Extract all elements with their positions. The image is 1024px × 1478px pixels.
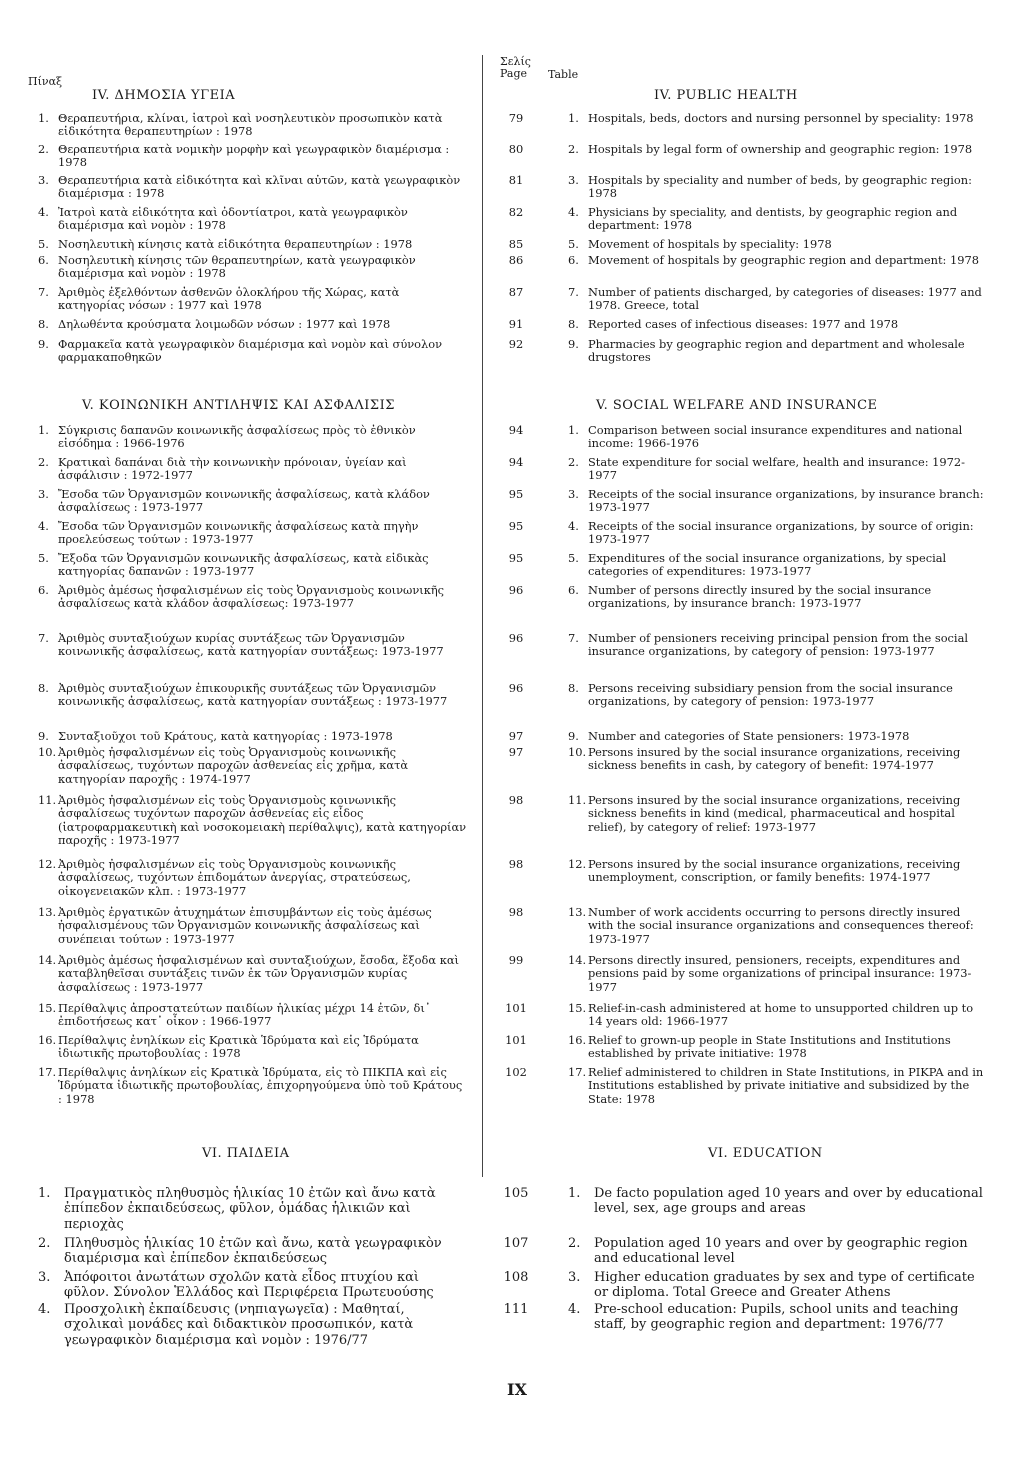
item-text-gr: Προσχολικὴ ἐκπαίδευσις (νηπιαγωγεῖα) : Μαθηταί, σχολικαὶ μονάδες καὶ διδακτικὸν προσωπικόν, κατὰ γεωγραφικὸν διαμέρισμα καὶ νομὸν : 1976/77 bbox=[64, 1302, 414, 1348]
item-text-en: Comparison between social insurance expenditures and national income: 1966-1976 bbox=[588, 423, 963, 451]
page-label-gr: Σελίς bbox=[500, 55, 531, 68]
item-page: 108 bbox=[503, 1270, 529, 1285]
item-number: 5. bbox=[568, 551, 579, 565]
item-text-en: Hospitals, beds, doctors and nursing personnel by speciality: 1978 bbox=[588, 111, 974, 125]
item-page: 101 bbox=[505, 1001, 527, 1015]
section-title-en: VI. EDUCATION bbox=[708, 1146, 823, 1161]
item-text-gr: Ἔξοδα τῶν Ὀργανισμῶν κοινωνικῆς ἀσφαλίσεως, κατὰ εἰδικὰς κατηγορίας δαπανῶν : 1973-1977 bbox=[58, 551, 429, 579]
item-text-en: Relief to grown-up people in State Institutions and Institutions established by private initiative: 1978 bbox=[588, 1033, 951, 1061]
item-page: 101 bbox=[505, 1033, 527, 1047]
item-number: 14. bbox=[568, 953, 587, 967]
item-number: 2. bbox=[38, 142, 49, 156]
item-number: 17. bbox=[38, 1065, 57, 1079]
item-number: 11. bbox=[38, 793, 57, 807]
item-page: 98 bbox=[508, 857, 524, 871]
item-number: 3. bbox=[38, 173, 49, 187]
item-text-en: Persons insured by the social insurance organizations, receiving sickness benefits in kind (medical, pharmaceutical and hospital relief), by category of relief: 1973-1977 bbox=[588, 793, 961, 834]
item-text-en: Persons receiving subsidiary pension from the social insurance organizations, by category of pension: 1973-1977 bbox=[588, 681, 953, 709]
item-number: 17. bbox=[568, 1065, 587, 1079]
item-text-en: Number of work accidents occurring to persons directly insured with the social insurance organizations and consequences thereof: 1973-1977 bbox=[588, 905, 974, 946]
item-text-en: Persons directly insured, pensioners, receipts, expenditures and pensions paid by some organizations of principal insurance: 1973-1977 bbox=[588, 953, 972, 994]
item-page: 82 bbox=[508, 205, 524, 219]
item-number: 7. bbox=[568, 285, 579, 299]
item-text-gr: Θεραπευτήρια, κλίναι, ἰατροὶ καὶ νοσηλευτικὸν προσωπικὸν κατὰ εἰδικότητα θεραπευτηρίων : 1978 bbox=[58, 111, 443, 139]
item-number: 8. bbox=[38, 317, 49, 331]
item-number: 5. bbox=[38, 551, 49, 565]
item-number: 2. bbox=[38, 1236, 51, 1251]
item-number: 1. bbox=[38, 423, 49, 437]
item-number: 9. bbox=[38, 337, 49, 351]
item-page: 95 bbox=[508, 487, 524, 501]
item-number: 9. bbox=[38, 729, 49, 743]
item-page: 81 bbox=[508, 173, 524, 187]
item-number: 13. bbox=[38, 905, 57, 919]
item-text-en: Number and categories of State pensioners: 1973-1978 bbox=[588, 729, 910, 743]
item-page: 98 bbox=[508, 905, 524, 919]
item-text-en: Higher education graduates by sex and type of certificate or diploma. Total Greece and Greater Athens bbox=[594, 1270, 975, 1301]
item-text-gr: Σύγκρισις δαπανῶν κοινωνικῆς ἀσφαλίσεως πρὸς τὸ ἐθνικὸν εἰσόδημα : 1966-1976 bbox=[58, 423, 416, 451]
item-page: 95 bbox=[508, 519, 524, 533]
item-text-en: Receipts of the social insurance organizations, by insurance branch: 1973-1977 bbox=[588, 487, 984, 515]
item-text-gr: Πραγματικὸς πληθυσμὸς ἡλικίας 10 ἐτῶν καὶ ἄνω κατὰ ἐπίπεδον ἐκπαιδεύσεως, φῦλον, ὁμάδας ἡλικιῶν καὶ περιοχὰς bbox=[64, 1186, 436, 1232]
item-text-en: Relief administered to children in State Institutions, in PIKPA and in Institutions established by private initiative and subsidized by the State: 1978 bbox=[588, 1065, 984, 1106]
item-text-en: Receipts of the social insurance organizations, by source of origin: 1973-1977 bbox=[588, 519, 974, 547]
item-text-gr: Ἀριθμὸς συνταξιούχων κυρίας συντάξεως τῶν Ὀργανισμῶν κοινωνικῆς ἀσφαλίσεως, κατὰ κατηγορίαν συντάξεως: 1973-1977 bbox=[58, 631, 444, 659]
item-number: 4. bbox=[38, 205, 49, 219]
item-text-gr: Περίθαλψις ἀνηλίκων εἰς Κρατικὰ Ἱδρύματα, εἰς τὸ ΠΙΚΠΑ καὶ εἰς Ἱδρύματα ἰδιωτικῆς πρωτοβουλίας, ἐπιχορηγούμενα ὑπὸ τοῦ Κράτους : 1978 bbox=[58, 1065, 463, 1106]
item-page: 105 bbox=[503, 1186, 529, 1201]
item-text-en: Hospitals by speciality and number of beds, by geographic region: 1978 bbox=[588, 173, 972, 201]
item-page: 97 bbox=[508, 729, 524, 743]
item-page: 92 bbox=[508, 337, 524, 351]
item-number: 3. bbox=[568, 487, 579, 501]
item-number: 11. bbox=[568, 793, 587, 807]
item-text-gr: Κρατικαὶ δαπάναι διὰ τὴν κοινωνικὴν πρόνοιαν, ὑγείαν καὶ ἀσφάλισιν : 1972-1977 bbox=[58, 455, 407, 483]
item-text-en: Hospitals by legal form of ownership and geographic region: 1978 bbox=[588, 142, 973, 156]
item-text-gr: Θεραπευτήρια κατὰ νομικὴν μορφὴν καὶ γεωγραφικὸν διαμέρισμα : 1978 bbox=[58, 142, 450, 170]
item-text-gr: Ἀριθμὸς ἠσφαλισμένων εἰς τοὺς Ὀργανισμοὺς κοινωνικῆς ἀσφαλίσεως, τυχόντων ἐπιδομάτων ἀνεργίας, στρατεύσεως, οἰκογενειακῶν κλπ. : 1973-1977 bbox=[58, 857, 411, 898]
item-number: 1. bbox=[38, 111, 49, 125]
item-text-en: Pharmacies by geographic region and department and wholesale drugstores bbox=[588, 337, 965, 365]
item-text-en: Number of patients discharged, by categories of diseases: 1977 and 1978. Greece, total bbox=[588, 285, 982, 313]
item-text-gr: Πληθυσμὸς ἡλικίας 10 ἐτῶν καὶ ἄνω, κατὰ γεωγραφικὸν διαμέρισμα καὶ ἐπίπεδον ἐκπαιδεύσεως bbox=[64, 1236, 442, 1267]
item-text-en: Number of persons directly insured by the social insurance organizations, by insurance branch: 1973-1977 bbox=[588, 583, 932, 611]
item-text-gr: Δηλωθέντα κρούσματα λοιμωδῶν νόσων : 1977 καὶ 1978 bbox=[58, 317, 391, 331]
table-label-gr: Πίναξ bbox=[28, 75, 63, 88]
item-text-en: State expenditure for social welfare, health and insurance: 1972-1977 bbox=[588, 455, 966, 483]
item-page: 97 bbox=[508, 745, 524, 759]
item-number: 7. bbox=[38, 285, 49, 299]
page-number: IX bbox=[507, 1380, 527, 1399]
item-text-gr: Ἀριθμὸς ἀμέσως ἠσφαλισμένων καὶ συνταξιούχων, ἔσοδα, ἔξοδα καὶ καταβληθεῖσαι συντάξεις τινῶν ἐκ τῶν Ὀργανισμῶν κυρίας ἀσφαλίσεως : 1973-1977 bbox=[58, 953, 459, 994]
item-text-en: Reported cases of infectious diseases: 1977 and 1978 bbox=[588, 317, 899, 331]
item-text-en: Population aged 10 years and over by geographic region and educational level bbox=[594, 1236, 968, 1267]
item-page: 95 bbox=[508, 551, 524, 565]
item-text-gr: Ἰατροὶ κατὰ εἰδικότητα καὶ ὀδοντίατροι, κατὰ γεωγραφικὸν διαμέρισμα καὶ νομὸν : 1978 bbox=[58, 205, 408, 233]
item-number: 16. bbox=[38, 1033, 57, 1047]
item-number: 6. bbox=[38, 583, 49, 597]
section-title-en: V. SOCIAL WELFARE AND INSURANCE bbox=[596, 398, 878, 413]
item-page: 99 bbox=[508, 953, 524, 967]
item-number: 1. bbox=[38, 1186, 51, 1201]
item-text-gr: Ἀριθμὸς ἐξελθόντων ἀσθενῶν ὁλοκλήρου τῆς Χώρας, κατὰ κατηγορίας νόσων : 1977 καὶ 1978 bbox=[58, 285, 400, 313]
item-number: 3. bbox=[38, 487, 49, 501]
item-text-gr: Ἔσοδα τῶν Ὀργανισμῶν κοινωνικῆς ἀσφαλίσεως κατὰ πηγὴν προελεύσεως τούτων : 1973-1977 bbox=[58, 519, 419, 547]
item-number: 8. bbox=[568, 681, 579, 695]
item-number: 9. bbox=[568, 337, 579, 351]
item-page: 96 bbox=[508, 631, 524, 645]
section-title-gr: VI. ΠΑΙΔΕΙΑ bbox=[202, 1146, 290, 1161]
column-divider bbox=[482, 55, 483, 1177]
item-text-gr: Συνταξιοῦχοι τοῦ Κράτους, κατὰ κατηγορίας : 1973-1978 bbox=[58, 729, 393, 743]
item-number: 7. bbox=[568, 631, 579, 645]
item-number: 3. bbox=[568, 1270, 581, 1285]
item-number: 6. bbox=[568, 583, 579, 597]
item-text-en: Movement of hospitals by geographic region and department: 1978 bbox=[588, 253, 979, 267]
section-title-en: IV. PUBLIC HEALTH bbox=[654, 88, 798, 103]
item-page: 96 bbox=[508, 681, 524, 695]
item-number: 4. bbox=[568, 519, 579, 533]
item-number: 6. bbox=[568, 253, 579, 267]
item-number: 8. bbox=[568, 317, 579, 331]
item-page: 96 bbox=[508, 583, 524, 597]
item-number: 5. bbox=[38, 237, 49, 251]
item-text-en: Relief-in-cash administered at home to unsupported children up to 14 years old: 1966-1977 bbox=[588, 1001, 974, 1029]
item-number: 16. bbox=[568, 1033, 587, 1047]
item-text-gr: Φαρμακεῖα κατὰ γεωγραφικὸν διαμέρισμα καὶ νομὸν καὶ σύνολον φαρμακαποθηκῶν bbox=[58, 337, 443, 365]
item-text-en: Physicians by speciality, and dentists, by geographic region and department: 1978 bbox=[588, 205, 958, 233]
item-text-gr: Περίθαλψις ἀπροστατεύτων παιδίων ἡλικίας μέχρι 14 ἐτῶν, δι᾿ ἐπιδοτήσεως κατ᾿ οἶκον : 1966-1977 bbox=[58, 1001, 431, 1029]
item-text-gr: Νοσηλευτικὴ κίνησις κατὰ εἰδικότητα θεραπευτηρίων : 1978 bbox=[58, 237, 413, 251]
item-text-gr: Ἀριθμὸς συνταξιούχων ἐπικουρικῆς συντάξεως τῶν Ὀργανισμῶν κοινωνικῆς ἀσφαλίσεως, κατὰ κατηγορίαν συντάξεως : 1973-1977 bbox=[58, 681, 448, 709]
table-label-en: Table bbox=[548, 68, 579, 81]
item-number: 15. bbox=[568, 1001, 587, 1015]
item-number: 1. bbox=[568, 111, 579, 125]
item-page: 94 bbox=[508, 455, 524, 469]
item-number: 14. bbox=[38, 953, 57, 967]
item-number: 13. bbox=[568, 905, 587, 919]
item-page: 107 bbox=[503, 1236, 529, 1251]
item-number: 12. bbox=[38, 857, 57, 871]
section-title-gr: V. ΚΟΙΝΩΝΙΚΗ ΑΝΤΙΛΗΨΙΣ ΚΑΙ ΑΣΦΑΛΙΣΙΣ bbox=[82, 398, 395, 413]
item-number: 3. bbox=[38, 1270, 51, 1285]
item-number: 1. bbox=[568, 423, 579, 437]
item-number: 8. bbox=[38, 681, 49, 695]
item-text-en: Movement of hospitals by speciality: 1978 bbox=[588, 237, 832, 251]
item-number: 7. bbox=[38, 631, 49, 645]
item-text-gr: Ἀριθμὸς ἀμέσως ἠσφαλισμένων εἰς τοὺς Ὀργανισμοὺς κοινωνικῆς ἀσφαλίσεως κατὰ κλάδον ἀσφαλίσεως: 1973-1977 bbox=[58, 583, 445, 611]
item-number: 12. bbox=[568, 857, 587, 871]
item-text-en: Pre-school education: Pupils, school units and teaching staff, by geographic region and department: 1976/77 bbox=[594, 1302, 959, 1333]
item-text-gr: Ἔσοδα τῶν Ὀργανισμῶν κοινωνικῆς ἀσφαλίσεως, κατὰ κλάδον ἀσφαλίσεως : 1973-1977 bbox=[58, 487, 430, 515]
item-number: 4. bbox=[568, 1302, 581, 1317]
item-text-gr: Ἀριθμὸς ἠσφαλισμένων εἰς τοὺς Ὀργανισμοὺς κοινωνικῆς ἀσφαλίσεως, τυχόντων παροχῶν ἀσθενείας εἰς χρῆμα, κατὰ κατηγορίαν παροχῆς : 1974-1977 bbox=[58, 745, 409, 786]
item-page: 80 bbox=[508, 142, 524, 156]
item-text-gr: Ἀριθμὸς ἐργατικῶν ἀτυχημάτων ἐπισυμβάντων εἰς τοὺς ἀμέσως ἠσφαλισμένους τῶν Ὀργανισμῶν κοινωνικῆς ἀσφαλίσεως καὶ συνέπειαι τούτων : 1973-1977 bbox=[58, 905, 432, 946]
item-number: 5. bbox=[568, 237, 579, 251]
item-number: 2. bbox=[568, 1236, 581, 1251]
item-text-gr: Ἀπόφοιτοι ἀνωτάτων σχολῶν κατὰ εἶδος πτυχίου καὶ φῦλον. Σύνολον Ἑλλάδος καὶ Περιφέρεια Πρωτευούσης bbox=[64, 1270, 434, 1301]
item-text-gr: Περίθαλψις ἐνηλίκων εἰς Κρατικὰ Ἱδρύματα καὶ εἰς Ἱδρύματα ἰδιωτικῆς πρωτοβουλίας : 1978 bbox=[58, 1033, 419, 1061]
item-text-en: Number of pensioners receiving principal pension from the social insurance organizations, by category of pension: 1973-1977 bbox=[588, 631, 969, 659]
item-text-en: Expenditures of the social insurance organizations, by special categories of expenditures: 1973-1977 bbox=[588, 551, 947, 579]
item-page: 85 bbox=[508, 237, 524, 251]
item-number: 1. bbox=[568, 1186, 581, 1201]
item-page: 86 bbox=[508, 253, 524, 267]
item-text-gr: Θεραπευτήρια κατὰ εἰδικότητα καὶ κλῖναι αὐτῶν, κατὰ γεωγραφικὸν διαμέρισμα : 1978 bbox=[58, 173, 461, 201]
item-number: 2. bbox=[568, 455, 579, 469]
item-number: 3. bbox=[568, 173, 579, 187]
item-text-en: Persons insured by the social insurance organizations, receiving unemployment, conscription, or family benefits: 1974-1977 bbox=[588, 857, 961, 885]
item-text-en: De facto population aged 10 years and over by educational level, sex, age groups and areas bbox=[594, 1186, 983, 1217]
item-text-gr: Νοσηλευτικὴ κίνησις τῶν θεραπευτηρίων, κατὰ γεωγραφικὸν διαμέρισμα καὶ νομὸν : 1978 bbox=[58, 253, 416, 281]
item-number: 4. bbox=[38, 1302, 51, 1317]
item-page: 94 bbox=[508, 423, 524, 437]
item-number: 10. bbox=[38, 745, 57, 759]
item-page: 79 bbox=[508, 111, 524, 125]
item-number: 4. bbox=[38, 519, 49, 533]
item-page: 87 bbox=[508, 285, 524, 299]
item-number: 2. bbox=[38, 455, 49, 469]
item-page: 111 bbox=[503, 1302, 529, 1317]
item-text-en: Persons insured by the social insurance organizations, receiving sickness benefits in cash, by category of benefit: 1974-1977 bbox=[588, 745, 961, 773]
item-page: 102 bbox=[505, 1065, 527, 1079]
item-page: 91 bbox=[508, 317, 524, 331]
item-number: 10. bbox=[568, 745, 587, 759]
item-number: 4. bbox=[568, 205, 579, 219]
item-number: 2. bbox=[568, 142, 579, 156]
item-number: 15. bbox=[38, 1001, 57, 1015]
page-label-en: Page bbox=[500, 67, 528, 80]
item-page: 98 bbox=[508, 793, 524, 807]
item-text-gr: Ἀριθμὸς ἠσφαλισμένων εἰς τοὺς Ὀργανισμοὺς κοινωνικῆς ἀσφαλίσεως τυχόντων παροχῶν ἀσθενείας εἰς εἶδος (ἰατροφαρμακευτικὴ καὶ νοσοκομειακὴ περίθαλψις), κατὰ κατηγορίαν παροχῆς : 1973-1977 bbox=[58, 793, 467, 847]
section-title-gr: IV. ΔΗΜΟΣΙΑ ΥΓΕΙΑ bbox=[92, 88, 236, 103]
item-number: 6. bbox=[38, 253, 49, 267]
item-number: 9. bbox=[568, 729, 579, 743]
